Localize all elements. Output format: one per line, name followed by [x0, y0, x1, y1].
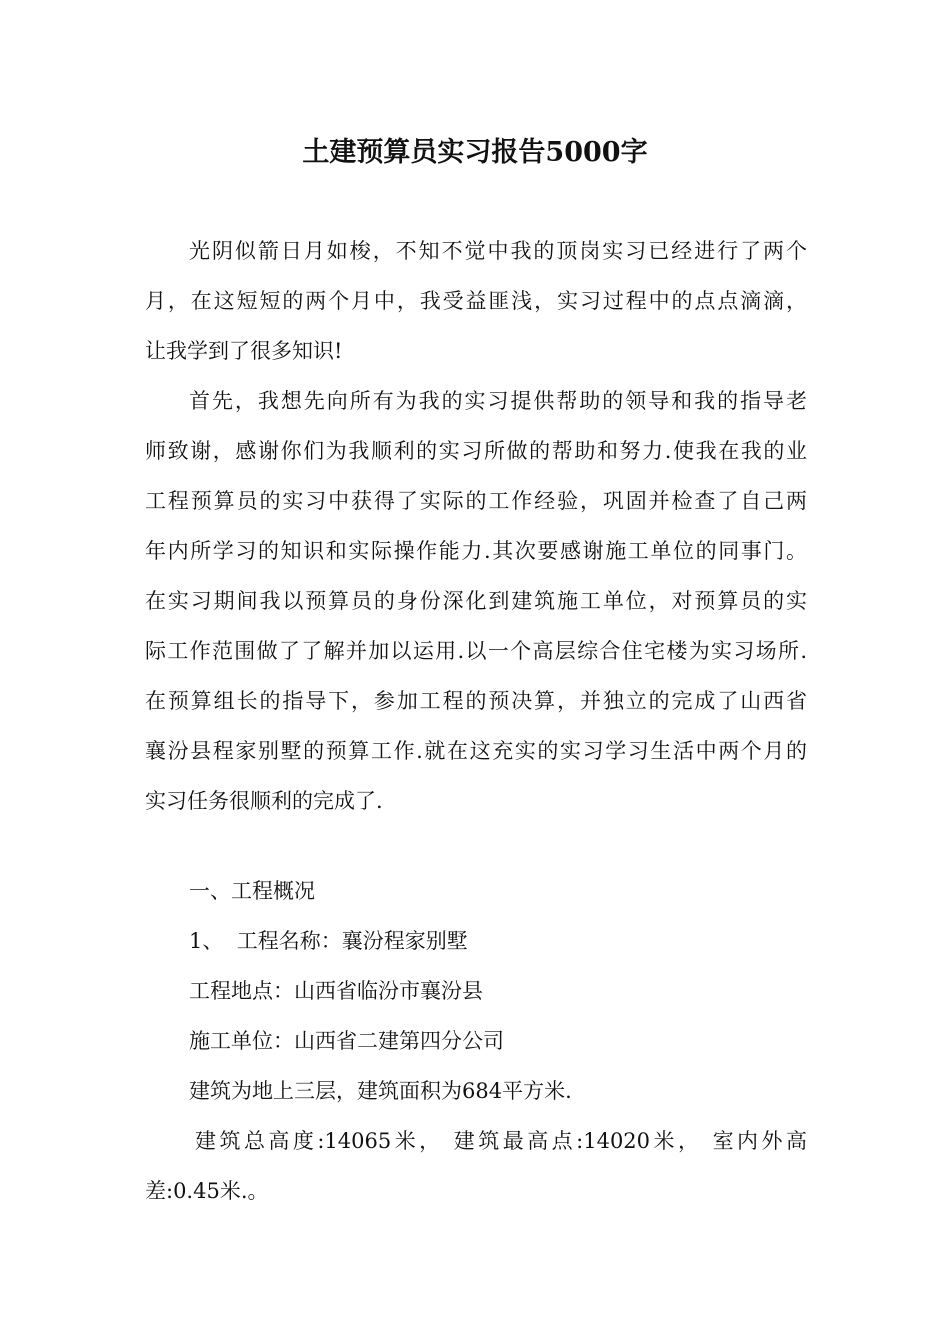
paragraph-intro [145, 226, 807, 376]
section-heading: 一、工程概况 [189, 879, 315, 903]
text-line: 差:0.45米.。 [145, 1179, 269, 1203]
text-line: 建筑总高度:14065米， 建筑最高点:14020米， 室内外高 [195, 1129, 807, 1153]
text-line: 襄汾县程家别墅的预算工作.就在这充实的实习学习生活中两个月的 [145, 739, 807, 763]
text-line: 际工作范围做了了解并加以运用.以一个高层综合住宅楼为实习场所. [145, 639, 807, 663]
text-line: 实习任务很顺利的完成了. [145, 789, 383, 813]
project-location: 工程地点：山西省临汾市襄汾县 [189, 979, 483, 1003]
project-name: 1、 工程名称：襄汾程家别墅 [189, 929, 468, 953]
paragraph-thanks [145, 376, 807, 826]
text-line: 年内所学习的知识和实际操作能力.其次要感谢施工单位的同事门。 [145, 539, 807, 563]
text-line: 光阴似箭日月如梭，不知不觉中我的顶岗实习已经进行了两个 [189, 239, 807, 263]
text-line: 在实习期间我以预算员的身份深化到建筑施工单位，对预算员的实 [145, 589, 807, 613]
document-title: 土建预算员实习报告5000字 [302, 137, 648, 168]
text-line: 首先，我想先向所有为我的实习提供帮助的领导和我的指导老 [189, 389, 807, 413]
document-body [145, 226, 807, 1216]
text-line: 让我学到了很多知识! [145, 339, 343, 363]
text-line: 月，在这短短的两个月中，我受益匪浅，实习过程中的点点滴滴， [145, 289, 807, 313]
project-height [145, 1116, 807, 1216]
text-line: 师致谢，感谢你们为我顺利的实习所做的帮助和努力.使我在我的业 [145, 439, 807, 463]
section-spacer [145, 826, 807, 866]
project-area: 建筑为地上三层，建筑面积为684平方米. [189, 1079, 572, 1103]
text-line: 工程预算员的实习中获得了实际的工作经验，巩固并检查了自己两 [145, 489, 807, 513]
project-contractor: 施工单位：山西省二建第四分公司 [189, 1029, 504, 1053]
text-line: 在预算组长的指导下，参加工程的预决算，并独立的完成了山西省 [145, 689, 807, 713]
